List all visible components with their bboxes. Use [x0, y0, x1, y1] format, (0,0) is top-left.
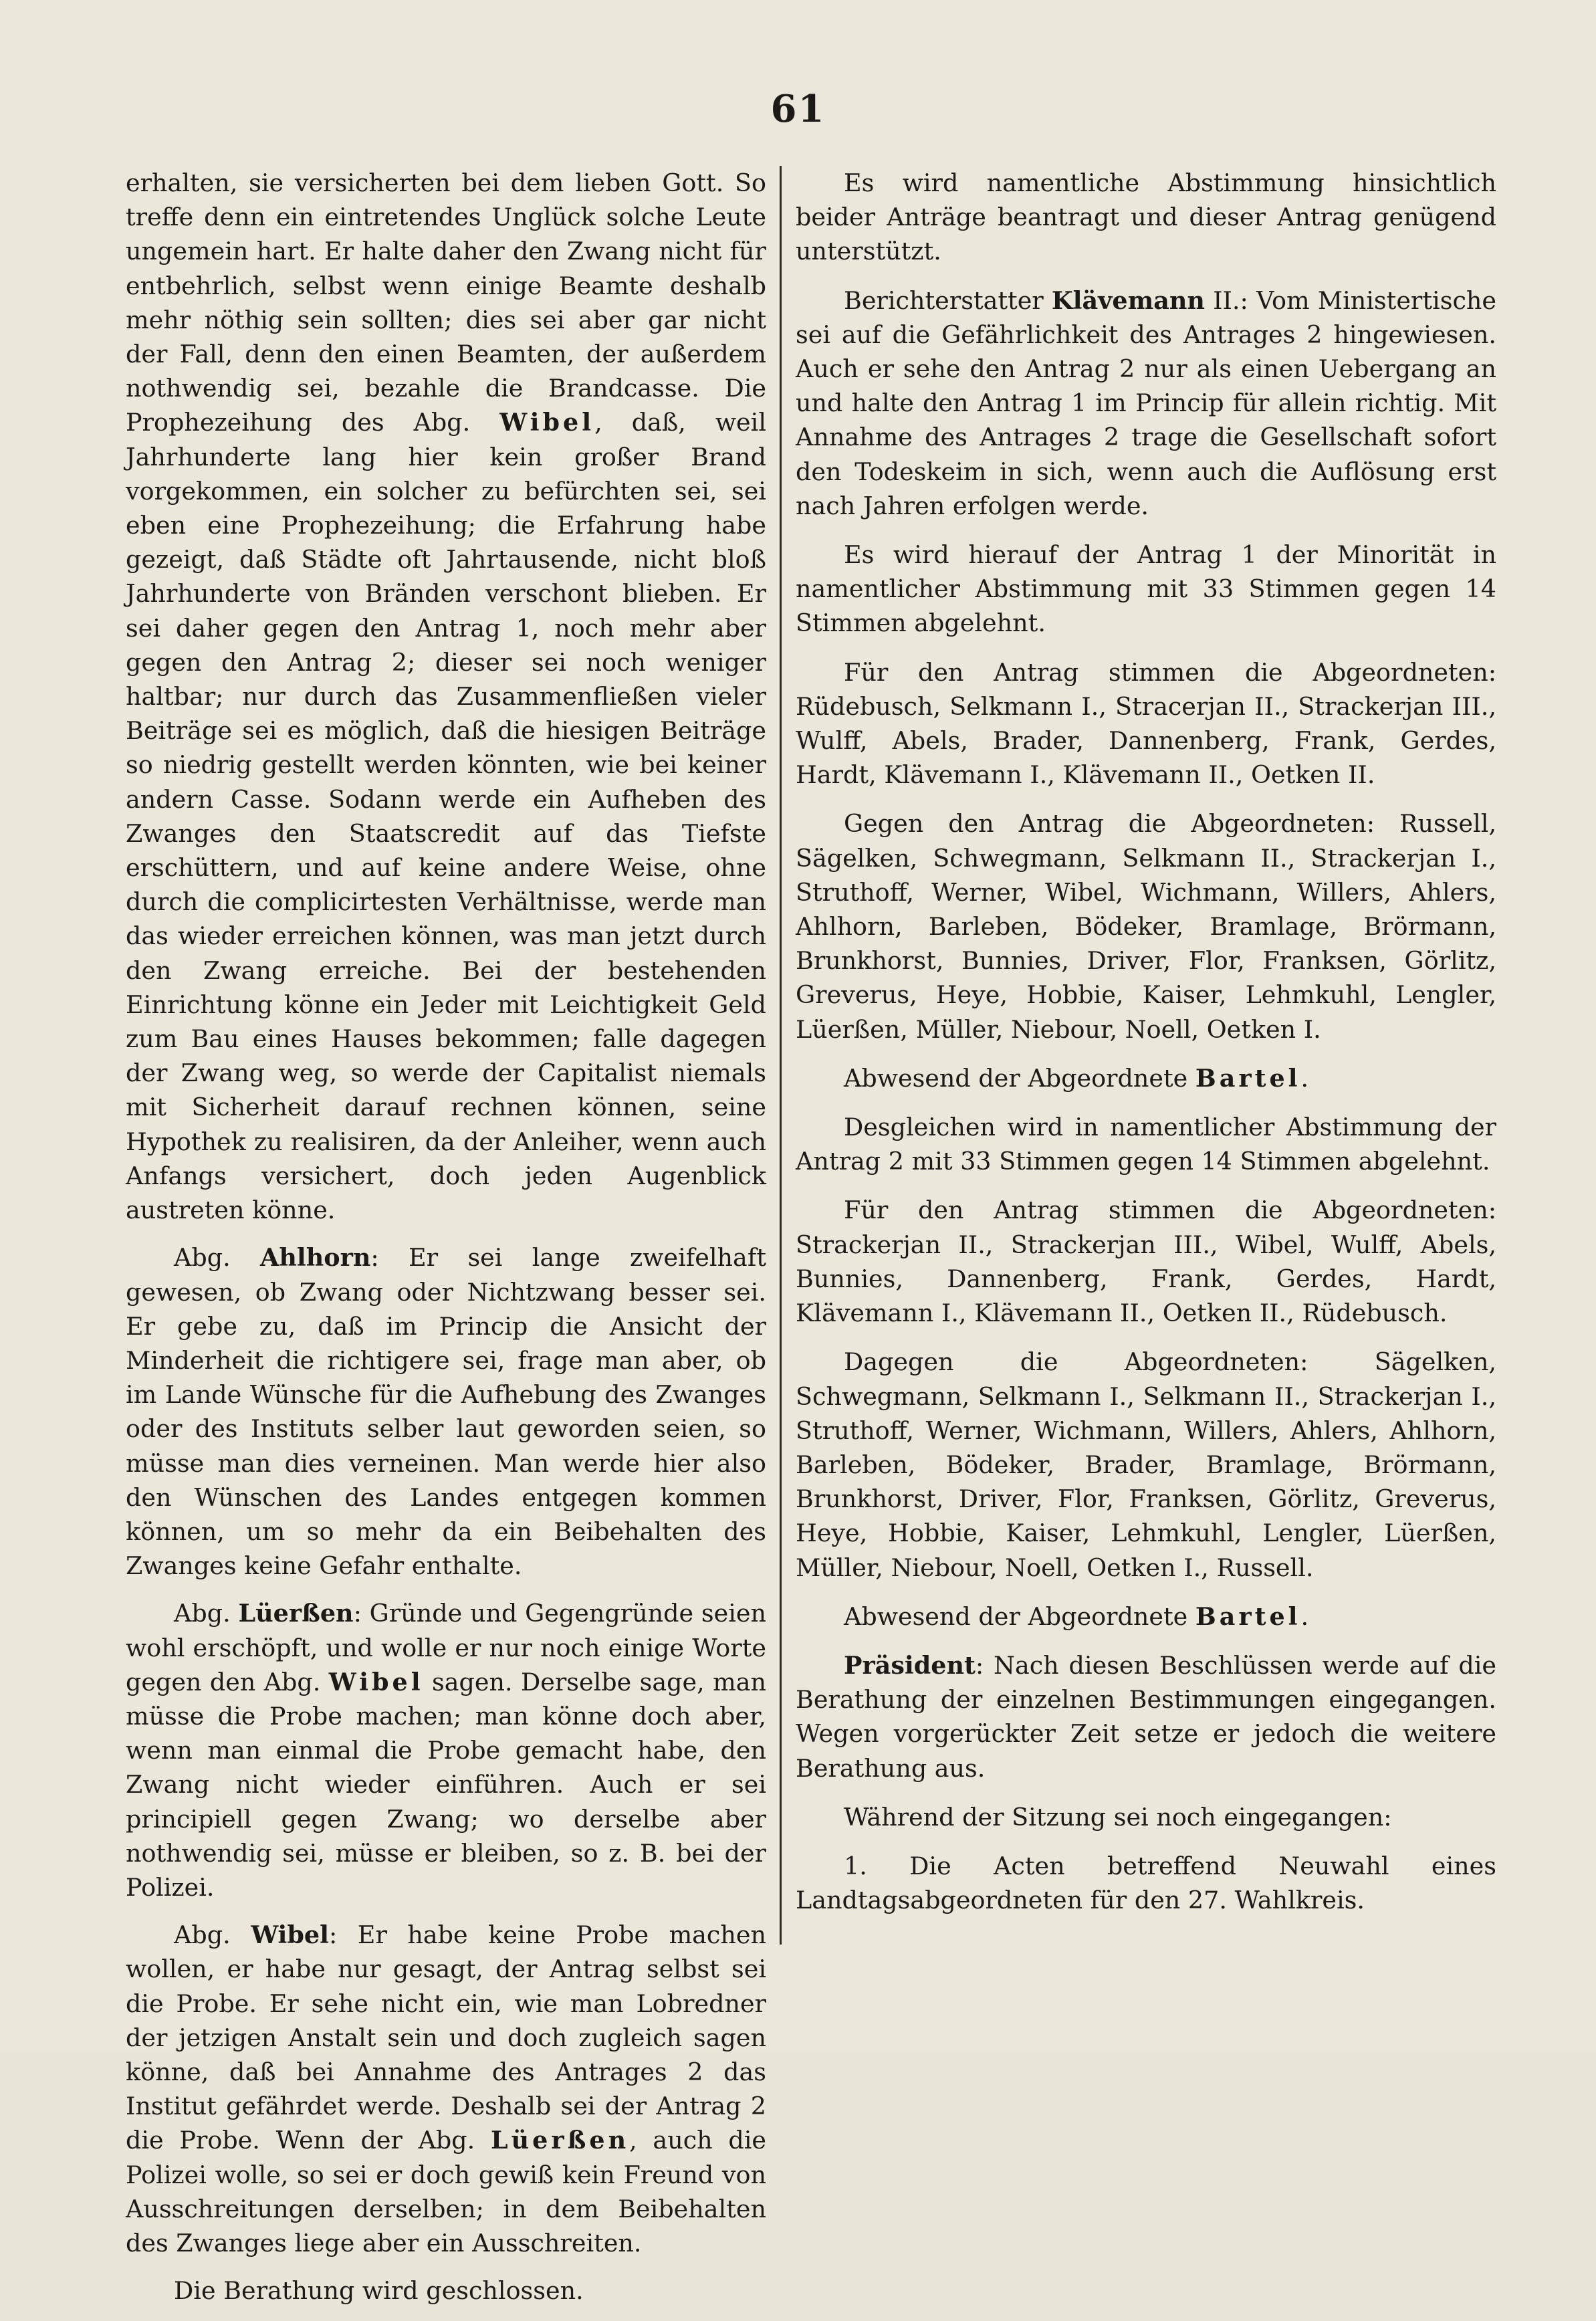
- paragraph-luerssen: Abg. Lüerßen: Gründe und Gegengründe seien wohl erschöpft, und wolle er nur noch einige Worte gegen den Abg. Wibel sagen. Derselbe sage, man müsse die Probe machen; man könne doch aber, wenn man einmal die Probe gemacht habe, den Zwang nicht wieder einführen. Auch er sei principiell gegen Zwang; wo derselbe aber nothwendig sei, müsse er bleiben, so z. B. bei der Polizei.: [126, 1599, 767, 1902]
- paragraph-votes-against-1: Gegen den Antrag die Abgeordneten: Russell, Sägelken, Schwegmann, Selkmann II., Strackerjan I., Struthoff, Werner, Wibel, Wichmann, Willers, Ahlers, Ahlhorn, Barleben, Bödeker, Bramlage, Brörmann, Brunkhorst, Bunnies, Driver, Flor, Franksen, Görlitz, Greverus, Heye, Hobbie, Kaiser, Lehmkuhl, Lengler, Lüerßen, Müller, Niebour, Noell, Oetken I.: [796, 809, 1496, 1044]
- speaker-name: Ahlhorn: [260, 1243, 371, 1273]
- paragraph-absent-1: Abwesend der Abgeordnete Bartel.: [844, 1063, 1309, 1093]
- absent-name: Bartel: [1195, 1063, 1301, 1093]
- paragraph-ahlhorn: Abg. Ahlhorn: Er sei lange zweifelhaft gewesen, ob Zwang oder Nichtzwang besser sei. Er gebe zu, daß im Princip die Ansicht der Minderheit die richtigere sei, frage man aber, ob im Lande Wünsche für die Aufhebung des Zwanges oder des Instituts selber laut geworden seien, so müsse man dies verneinen. Man werde hier also den Wünschen des Landes entgegen kommen können, um so mehr da ein Beibehalten des Zwanges keine Gefahr enthalte.: [126, 1243, 766, 1581]
- absent-name: Bartel: [1195, 1601, 1301, 1631]
- paragraph-brandcasse-argument: erhalten, sie versicherten bei dem lieben Gott. So treffe denn ein eintretendes Unglück solche Leute ungemein hart. Er halte daher den Zwang nicht für entbehrlich, selbst wenn einige Beamte deshalb mehr nöthig sein sollten; dies sei aber gar nicht der Fall, denn den einen Beamten, der außerdem nothwendig sei, bezahle die Brandcasse. Die Prophezeihung des Abg. Wibel, daß, weil Jahrhunderte lang hier kein großer Brand vorgekommen, ein solcher zu befürchten sei, sei eben eine Prophezeihung; die Erfahrung habe gezeigt, daß Städte oft Jahrtausende, nicht bloß Jahrhunderte von Bränden verschont blieben. Er sei daher gegen den Antrag 1, noch mehr aber gegen den Antrag 2; dieser sei noch weniger haltbar; nur durch das Zusammenfließen vieler Beiträge sei es möglich, daß die hiesigen Beiträge so niedrig gestellt werden könnten, wie bei keiner andern Casse. Sodann werde ein Aufheben des Zwanges den Staatscredit auf das Tiefste erschüttern, und auf keine andere Weise, ohne durch die complicirtesten Verhältnisse, werde man das wieder erreichen können, was man jetzt durch den Zwang erreiche. Bei der bestehenden Einrichtung könne ein Jeder mit Leichtigkeit Geld zum Bau eines Hauses bekommen; falle dagegen der Zwang weg, so werde der Capitalist niemals mit Sicherheit darauf rechnen können, seine Hypothek zu realisiren, da der Anleiher, wenn auch Anfangs versichert, doch jeden Augenblick austreten könne.: [126, 169, 767, 1225]
- left-column: [126, 166, 766, 2321]
- paragraph-absent-2: Abwesend der Abgeordnete Bartel.: [844, 1601, 1309, 1631]
- paragraph-vote-result-2: Desgleichen wird in namentlicher Abstimmung der Antrag 2 mit 33 Stimmen gegen 14 Stimmen abgelehnt.: [796, 1113, 1496, 1176]
- name-list: Strackerjan II., Strackerjan III., Wibel, Wulff, Abels, Bunnies, Dannenberg, Frank, Gerdes, Hardt, Klävemann I., Klävemann II., Oetken II., Rüdebusch.: [796, 1230, 1496, 1328]
- speaker-name: Wibel: [499, 408, 595, 437]
- speaker-name: Klävemann: [1051, 286, 1205, 315]
- paragraph-item-1: 1. Die Acten betreffend Neuwahl eines Landtagsabgeordneten für den 27. Wahlkreis.: [796, 1851, 1496, 1915]
- paragraph-votes-for-1: Für den Antrag stimmen die Abgeordneten: Rüdebusch, Selkmann I., Stracerjan II., Strackerjan III., Wulff, Abels, Brader, Dannenberg, Frank, Gerdes, Hardt, Klävemann I., Klävemann II., Oetken II.: [796, 657, 1496, 790]
- paragraph-debate-closed: Die Berathung wird geschlossen.: [174, 2276, 584, 2306]
- name-list: Sägelken, Schwegmann, Selkmann I., Selkmann II., Strackerjan I., Struthoff, Werner, Wichmann, Willers, Ahlers, Ahlhorn, Barleben, Bödeker, Brader, Bramlage, Brörmann, Brunkhorst, Driver, Flor, Franksen, Görlitz, Greverus, Heye, Hobbie, Kaiser, Lehmkuhl, Lengler, Lüerßen, Müller, Niebour, Noell, Oetken I., Russell.: [796, 1347, 1496, 1582]
- speaker-name: Präsident: [844, 1650, 976, 1680]
- paragraph-wibel: Abg. Wibel: Er habe keine Probe machen wollen, er habe nur gesagt, der Antrag selbst sei die Probe. Er sehe nicht ein, wie man Lobredner der jetzigen Anstalt sein und doch zugleich sagen könne, daß bei Annahme des Antrages 2 das Institut gefährdet werde. Deshalb sei der Antrag 2 die Probe. Wenn der Abg. Lüerßen, auch die Polizei wolle, so sei er doch gewiß kein Freund von Ausschreitungen derselben; in dem Beibehalten des Zwanges liege aber ein Ausschreiten.: [126, 1920, 766, 2257]
- column-divider: [780, 166, 782, 1945]
- referenced-name: Wibel: [328, 1667, 424, 1696]
- name-list: Russell, Sägelken, Schwegmann, Selkmann II., Strackerjan I., Struthoff, Werner, Wibel, Wichmann, Willers, Ahlers, Ahlhorn, Barleben, Bödeker, Bramlage, Brörmann, Brunkhorst, Bunnies, Driver, Flor, Franksen, Görlitz, Greverus, Heye, Hobbie, Kaiser, Lehmkuhl, Lengler, Lüerßen, Müller, Niebour, Noell, Oetken I.: [796, 809, 1496, 1044]
- paragraph-vote-result-1: Es wird hierauf der Antrag 1 der Minorität in namentlicher Abstimmung mit 33 Stimmen gegen 14 Stimmen abgelehnt.: [796, 540, 1496, 638]
- paragraph-received: Während der Sitzung sei noch eingegangen:: [844, 1802, 1392, 1832]
- speaker-name: Wibel: [251, 1920, 330, 1950]
- paragraph-votes-against-2: Dagegen die Abgeordneten: Sägelken, Schwegmann, Selkmann I., Selkmann II., Strackerjan I., Struthoff, Werner, Wichmann, Willers, Ahlers, Ahlhorn, Barleben, Bödeker, Brader, Bramlage, Brörmann, Brunkhorst, Driver, Flor, Franksen, Görlitz, Greverus, Heye, Hobbie, Kaiser, Lehmkuhl, Lengler, Lüerßen, Müller, Niebour, Noell, Oetken I., Russell.: [796, 1347, 1496, 1582]
- page-number: 61: [770, 87, 826, 131]
- speaker-name: Lüerßen: [238, 1599, 354, 1628]
- referenced-name: Lüerßen: [490, 2126, 630, 2155]
- paragraph-president: Präsident: Nach diesen Beschlüssen werde auf die Berathung der einzelnen Bestimmungen eingegangen. Wegen vorgerückter Zeit setze er jedoch die weitere Berathung aus.: [796, 1650, 1496, 1783]
- paragraph-vote-request: Es wird namentliche Abstimmung hinsichtlich beider Anträge beantragt und dieser Antrag genügend unterstützt.: [796, 169, 1496, 266]
- right-column: [796, 166, 1496, 1932]
- name-list: Rüdebusch, Selkmann I., Stracerjan II., Strackerjan III., Wulff, Abels, Brader, Dannenberg, Frank, Gerdes, Hardt, Klävemann I., Klävemann II., Oetken II.: [796, 691, 1496, 790]
- paragraph-votes-for-2: Für den Antrag stimmen die Abgeordneten: Strackerjan II., Strackerjan III., Wibel, Wulff, Abels, Bunnies, Dannenberg, Frank, Gerdes, Hardt, Klävemann I., Klävemann II., Oetken II., Rüdebusch.: [796, 1196, 1496, 1328]
- paragraph-rapporteur: Berichterstatter Klävemann II.: Vom Ministertische sei auf die Gefährlichkeit des Antrages 2 hingewiesen. Auch er sehe den Antrag 2 nur als einen Uebergang an und halte den Antrag 1 im Princip für allein richtig. Mit Annahme des Antrages 2 trage die Gesellschaft sofort den Todeskeim in sich, wenn auch die Auflösung erst nach Jahren erfolgen werde.: [796, 286, 1497, 520]
